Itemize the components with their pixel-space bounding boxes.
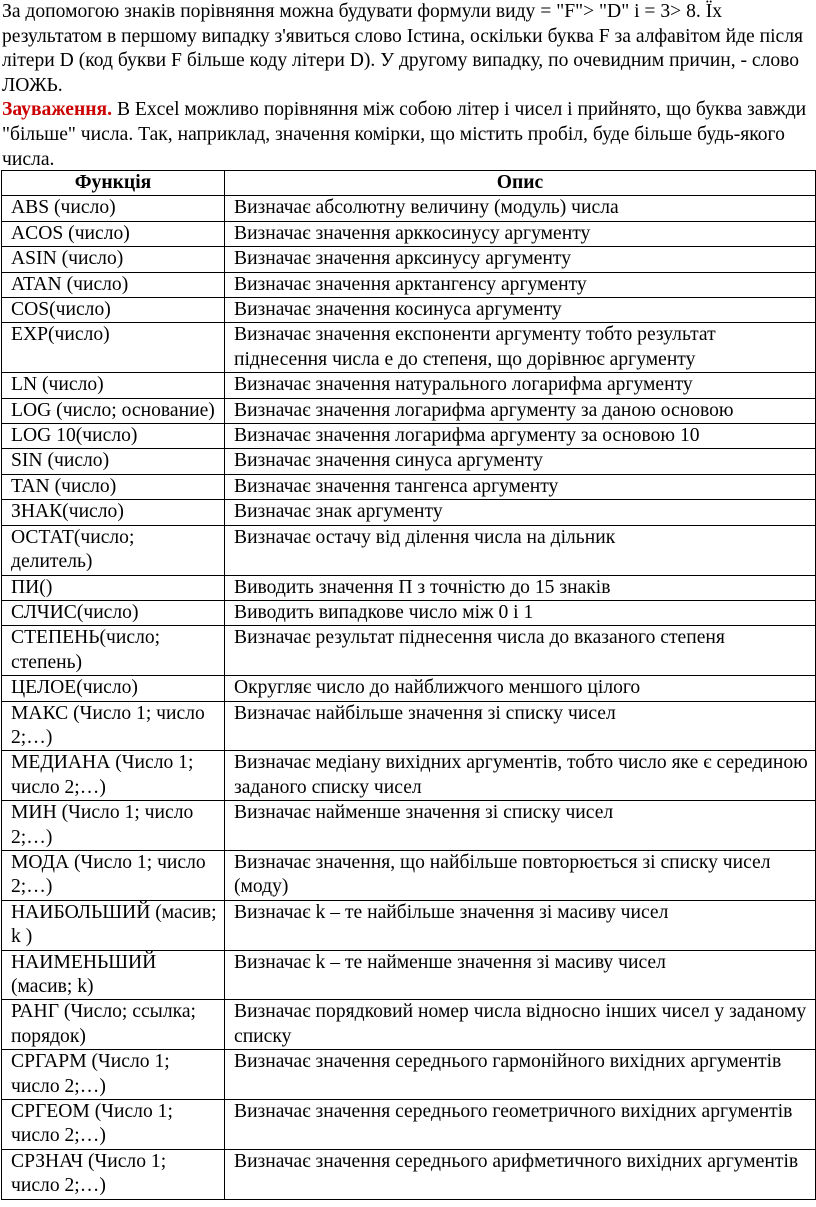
function-cell: НАИМЕНЬШИЙ (масив; k)	[2, 950, 225, 1000]
function-cell: LOG 10(число)	[2, 424, 225, 449]
table-row	[2, 221, 816, 246]
description-cell: Визначає значення середнього гармонійного вихідних аргументів	[225, 1050, 816, 1100]
description-cell: Визначає значення логарифма аргументу за основою 10	[225, 424, 816, 449]
function-cell: СТЕПЕНЬ(число; степень)	[2, 626, 225, 676]
function-cell: ATAN (число)	[2, 272, 225, 297]
table-row	[2, 1100, 816, 1150]
description-cell: Визначає найбільше значення зі списку чисел	[225, 701, 816, 751]
table-row	[2, 751, 816, 801]
intro-text	[0, 0, 816, 172]
description-cell: Виводить значення П з точністю до 15 знаків	[225, 575, 816, 600]
description-cell: Визначає значення натурального логарифма аргументу	[225, 373, 816, 398]
table-row	[2, 900, 816, 950]
table-row	[2, 525, 816, 575]
function-cell: ЗНАК(число)	[2, 500, 225, 525]
description-cell: Визначає значення логарифма аргументу за даною основою	[225, 398, 816, 423]
description-cell: Визначає значення косинуса аргументу	[225, 298, 816, 323]
function-cell: СРГЕОМ (Число 1; число 2;…)	[2, 1100, 225, 1150]
intro-paragraph-2	[2, 98, 812, 172]
table-row	[2, 701, 816, 751]
function-cell: МЕДИАНА (Число 1; число 2;…)	[2, 751, 225, 801]
table-row	[2, 626, 816, 676]
function-cell: ЦЕЛОЕ(число)	[2, 676, 225, 701]
description-cell: Визначає найменше значення зі списку чисел	[225, 801, 816, 851]
table-row	[2, 950, 816, 1000]
table-row	[2, 801, 816, 851]
description-cell: Визначає остачу від ділення числа на дільник	[225, 525, 816, 575]
function-cell: МОДА (Число 1; число 2;…)	[2, 850, 225, 900]
description-cell: Визначає значення експоненти аргументу тобто результат піднесення числа e до степеня, що дорівнює аргументу	[225, 323, 816, 373]
function-cell: СРЗНАЧ (Число 1; число 2;…)	[2, 1149, 225, 1199]
description-cell: Визначає результат піднесення числа до вказаного степеня	[225, 626, 816, 676]
description-cell: Визначає абсолютну величину (модуль) числа	[225, 196, 816, 221]
table-row	[2, 247, 816, 272]
function-cell: ACOS (число)	[2, 221, 225, 246]
table-row	[2, 600, 816, 625]
table-row	[2, 575, 816, 600]
description-cell: Визначає медіану вихідних аргументів, тобто число яке є серединою заданого списку чисел	[225, 751, 816, 801]
description-cell: Визначає значення арктангенсу аргументу	[225, 272, 816, 297]
function-cell: ОСТАТ(число; делитель)	[2, 525, 225, 575]
remark-label: Зауваження.	[2, 99, 113, 121]
function-cell: РАНГ (Число; ссылка; порядок)	[2, 1000, 225, 1050]
description-cell: Визначає значення арккосинусу аргументу	[225, 221, 816, 246]
function-cell: МИН (Число 1; число 2;…)	[2, 801, 225, 851]
table-row	[2, 1149, 816, 1199]
table-row	[2, 449, 816, 474]
function-cell: SIN (число)	[2, 449, 225, 474]
function-cell: LOG (число; основание)	[2, 398, 225, 423]
description-cell: Визначає k – те найменше значення зі масиву чисел	[225, 950, 816, 1000]
table-row	[2, 272, 816, 297]
description-cell: Визначає значення арксинусу аргументу	[225, 247, 816, 272]
table-row	[2, 474, 816, 499]
description-cell: Визначає значення синуса аргументу	[225, 449, 816, 474]
function-cell: СЛЧИС(число)	[2, 600, 225, 625]
table-row	[2, 196, 816, 221]
function-cell: EXP(число)	[2, 323, 225, 373]
description-cell: Виводить випадкове число між 0 і 1	[225, 600, 816, 625]
remark-text: В Excel можливо порівняння між собою літер і чисел і прийнято, що буква завжди "більше" числа. Так, наприклад, значення комірки, що містить пробіл, буде більше будь-якого числа.	[2, 99, 807, 170]
function-cell: СРГАРМ (Число 1; число 2;…)	[2, 1050, 225, 1100]
description-cell: Визначає знак аргументу	[225, 500, 816, 525]
function-cell: МАКС (Число 1; число 2;…)	[2, 701, 225, 751]
description-cell: Визначає значення тангенса аргументу	[225, 474, 816, 499]
function-cell: ABS (число)	[2, 196, 225, 221]
table-row	[2, 298, 816, 323]
header-function: Функція	[2, 171, 225, 196]
functions-table	[1, 170, 816, 1200]
table-row	[2, 373, 816, 398]
table-row	[2, 398, 816, 423]
table-row	[2, 424, 816, 449]
table-row	[2, 676, 816, 701]
function-cell: НАИБОЛЬШИЙ (масив; k )	[2, 900, 225, 950]
description-cell: Визначає значення, що найбільше повторюється зі списку чисел (моду)	[225, 850, 816, 900]
description-cell: Округляє число до найближчого меншого цілого	[225, 676, 816, 701]
function-cell: TAN (число)	[2, 474, 225, 499]
table-row	[2, 500, 816, 525]
description-cell: Визначає значення середнього геометричного вихідних аргументів	[225, 1100, 816, 1150]
table-header-row	[2, 171, 816, 196]
description-cell: Визначає значення середнього арифметичного вихідних аргументів	[225, 1149, 816, 1199]
table-row	[2, 850, 816, 900]
function-cell: COS(число)	[2, 298, 225, 323]
function-cell: ASIN (число)	[2, 247, 225, 272]
table-row	[2, 1050, 816, 1100]
function-cell: ПИ()	[2, 575, 225, 600]
description-cell: Визначає k – те найбільше значення зі масиву чисел	[225, 900, 816, 950]
table-row	[2, 323, 816, 373]
table-row	[2, 1000, 816, 1050]
intro-paragraph-1: За допомогою знаків порівняння можна будувати формули виду = "F"> "D" і = 3> 8. Їх результатом в першому випадку з'явиться слово Істина, оскільки буква F за алфавітом йде після літери D (код букви F більше коду літери D). У другому випадку, по очевидним причин, - слово ЛОЖЬ.	[2, 1, 804, 96]
header-description: Опис	[225, 171, 816, 196]
function-cell: LN (число)	[2, 373, 225, 398]
description-cell: Визначає порядковий номер числа відносно інших чисел у заданому списку	[225, 1000, 816, 1050]
